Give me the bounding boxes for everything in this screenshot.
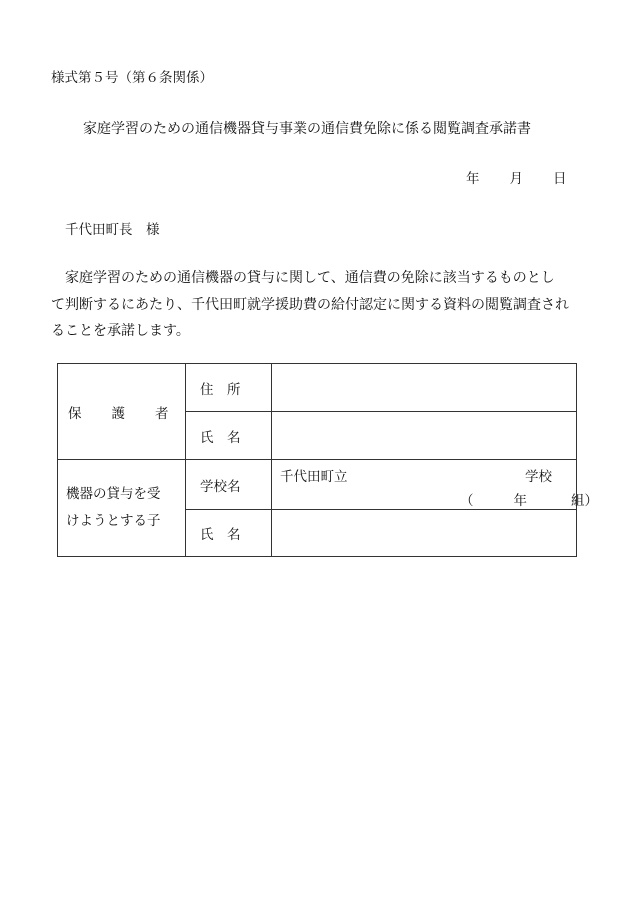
body-line: 家庭学習のための通信機器の貸与に関して、通信費の免除に該当するものとし: [65, 270, 555, 286]
table-row: [58, 364, 577, 412]
consent-table: [57, 363, 598, 557]
form-number: 様式第５号（第６条関係）: [51, 70, 213, 86]
table-row: [58, 460, 577, 510]
document-title: 家庭学習のための通信機器貸与事業の通信費免除に係る閲覧調査承諾書: [83, 121, 531, 137]
date-month-label: 月: [509, 171, 523, 187]
school-suffix: 学校: [525, 469, 552, 485]
guardian-name-field[interactable]: [272, 412, 577, 460]
child-label: 機器の貸与を受 けようとする子: [58, 460, 186, 557]
child-name-field[interactable]: [272, 510, 577, 557]
date-year-label: 年: [466, 171, 480, 187]
school-name-label: 学校名: [186, 460, 272, 510]
guardian-label: 保 護 者: [58, 364, 186, 460]
body-line: ることを承諾します。: [51, 323, 190, 339]
grade-class-line: （ 年 組）: [460, 493, 598, 509]
school-name-field[interactable]: [272, 460, 598, 510]
date-day-label: 日: [553, 171, 567, 187]
date-line: [466, 167, 567, 187]
addressee: 千代田町長 様: [65, 222, 160, 238]
guardian-address-field[interactable]: [272, 364, 577, 412]
guardian-address-label: 住 所: [186, 364, 272, 412]
consent-body: [51, 265, 569, 345]
child-name-label: 氏 名: [186, 510, 272, 557]
body-line: て判断するにあたり、千代田町就学援助費の給付認定に関する資料の閲覧調査され: [51, 296, 569, 313]
school-prefix: 千代田町立: [280, 469, 348, 485]
guardian-name-label: 氏 名: [186, 412, 272, 460]
